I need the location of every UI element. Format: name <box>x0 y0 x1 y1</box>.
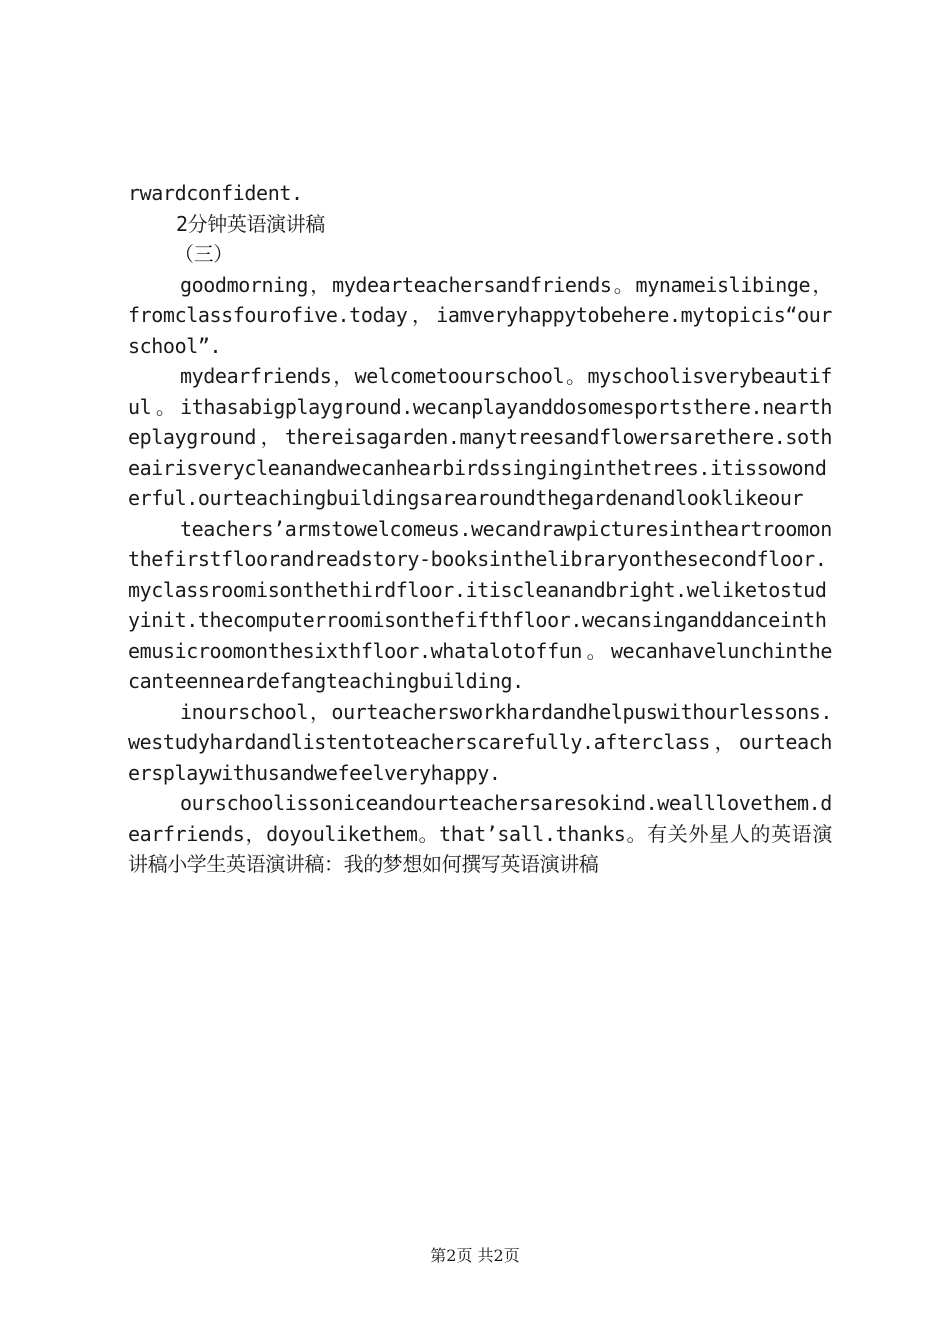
paragraph-greeting: goodmorning，mydearteachersandfriends。mynameislibinge，fromclassfourofive.today，iamveryhappytobehere.mytopicis“ourschool”. <box>128 272 832 358</box>
paragraph-teachers: inourschool，ourteachersworkhardandhelpuswithourlessons.westudyhardandlistentoteacherscarefully.afterclass，ourteachersplaywithusandwefeelveryhappy. <box>128 699 832 785</box>
document-body <box>128 178 832 880</box>
paragraph-closing: ourschoolissoniceandourteachersaresokind.wealllovethem.dearfriends，doyoulikethem。that’sall.thanks。有关外星人的英语演讲稿小学生英语演讲稿：我的梦想如何撰写英语演讲稿 <box>128 791 832 876</box>
paragraph-classrooms: teachers’armstowelcomeus.wecandrawpicturesintheartroomonthefirstfloorandreadstory-booksinthelibraryonthesecondfloor.myclassroomisonthethirdfloor.itiscleanandbright.weliketostudyinit.thecomputerroomisonthefifthfloor.wecansinganddanceinthemusicroomonthesixthfloor.whatalotoffun。wecanhavelunchinthecanteenneardefangteachingbuilding. <box>128 516 832 693</box>
continued-line: rwardconfident. <box>128 181 303 205</box>
paragraph-school-intro: mydearfriends，welcometoourschool。myschoolisverybeautiful。ithasabigplayground.wecanplayanddosomesportsthere.neartheplayground，thereisagarden.manytreesandflowersarethere.sotheairisverycleanandwecanhearbirdssinginginthetrees.itissowonderful.ourteachingbuildingsarearoundthegardenandlooklikeour <box>128 364 832 510</box>
section-number: （三） <box>174 242 233 266</box>
speech-title: 2分钟英语演讲稿 <box>176 211 325 236</box>
page-footer: 第2页 共2页 <box>430 1246 520 1265</box>
